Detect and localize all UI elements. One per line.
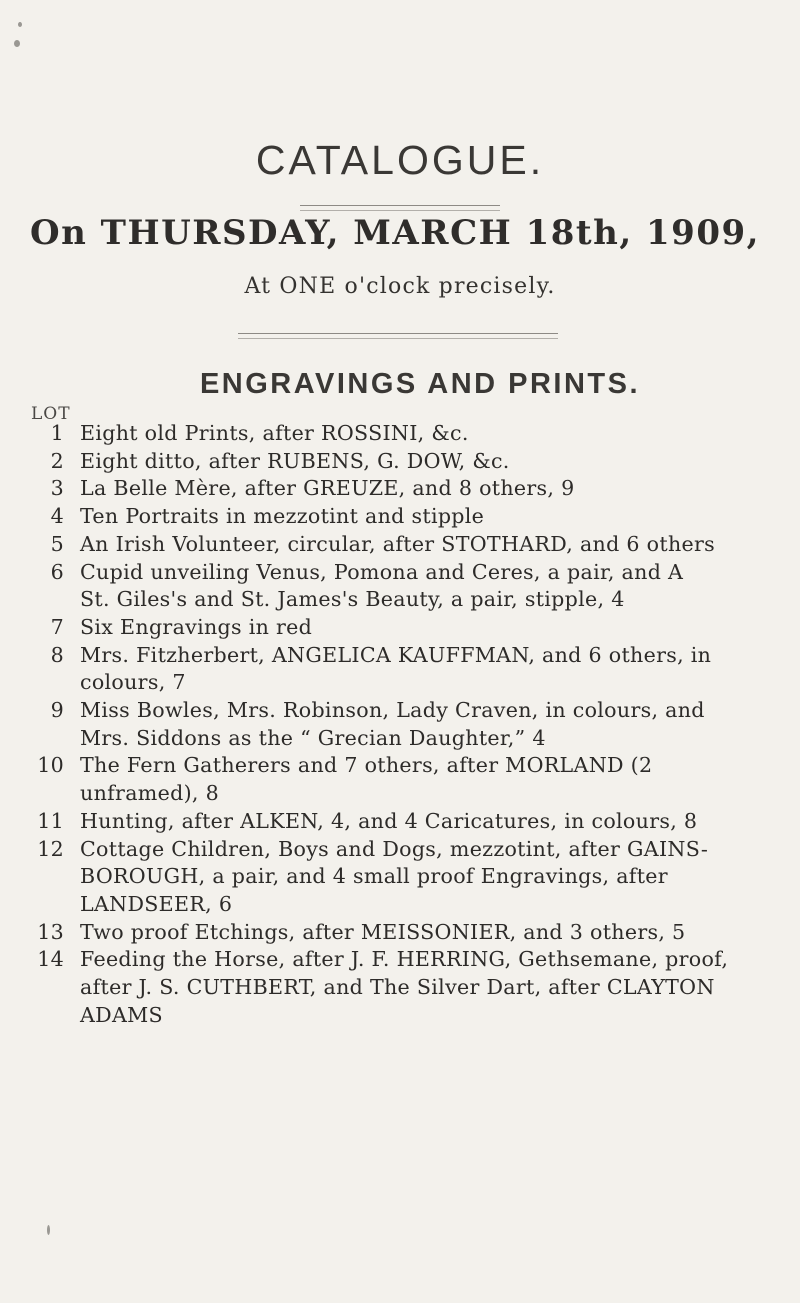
lot-description-line: The Fern Gatherers and 7 others, after MORLAND (2 [80, 753, 653, 778]
lot-number: 12 [37, 836, 64, 861]
lot-entry [0, 503, 800, 531]
lot-description-line: unframed), 8 [80, 781, 219, 806]
lot-description-line: Feeding the Horse, after J. F. HERRING, Gethsemane, proof, [80, 947, 729, 972]
lot-description [80, 642, 780, 697]
lot-description [80, 420, 780, 448]
section-heading: ENGRAVINGS AND PRINTS. [199, 368, 641, 400]
lot-entry [0, 642, 800, 697]
sale-time: At ONE o'clock precisely. [244, 274, 556, 299]
time-divider [238, 333, 558, 339]
lot-description [80, 531, 780, 559]
paper-speck [14, 40, 20, 47]
lot-description-line: after J. S. CUTHBERT, and The Silver Dart, after CLAYTON [80, 975, 715, 1000]
lot-description-line: Two proof Etchings, after MEISSONIER, and 3 others, 5 [80, 919, 686, 944]
lot-entry [0, 697, 800, 752]
paper-speck [18, 22, 22, 27]
lot-description-line: St. Giles's and St. James's Beauty, a pair, stipple, 4 [80, 587, 625, 612]
lot-description [80, 614, 780, 642]
lot-number: 5 [50, 531, 64, 556]
lot-entry [0, 614, 800, 642]
lot-number: 6 [50, 559, 64, 584]
lot-entry [0, 559, 800, 614]
lot-number: 2 [50, 448, 64, 473]
lot-description-line: BOROUGH, a pair, and 4 small proof Engravings, after [80, 864, 668, 889]
lot-description-line: Cupid unveiling Venus, Pomona and Ceres, a pair, and A [80, 559, 684, 584]
lot-description-line: Mrs. Siddons as the “ Grecian Daughter,” 4 [80, 725, 546, 750]
lot-number: 1 [50, 421, 64, 445]
lot-entry [0, 946, 800, 1029]
lot-description-line: Eight ditto, after RUBENS, G. DOW, &c. [80, 448, 510, 473]
lot-description [80, 475, 780, 503]
lot-description-line: Miss Bowles, Mrs. Robinson, Lady Craven, in colours, and [80, 698, 705, 723]
lot-description [80, 448, 780, 476]
lot-description [80, 946, 780, 1029]
lot-entry [0, 475, 800, 503]
lot-description-line: Six Engravings in red [80, 614, 313, 639]
lot-description-line: Mrs. Fitzherbert, ANGELICA KAUFFMAN, and 6 others, in [80, 642, 712, 667]
lot-number: 8 [50, 642, 64, 667]
lot-description-line: Hunting, after ALKEN, 4, and 4 Caricatures, in colours, 8 [80, 808, 698, 833]
lot-entry [0, 448, 800, 476]
lot-entry [0, 919, 800, 947]
lot-number: 9 [50, 698, 64, 723]
lot-number: 14 [37, 947, 64, 972]
lot-description-line: An Irish Volunteer, circular, after STOTHARD, and 6 others [80, 531, 716, 556]
lot-entry [0, 836, 800, 919]
lot-description-line: Ten Portraits in mezzotint and stipple [80, 504, 485, 529]
lot-description-line: ADAMS [80, 1002, 163, 1027]
lot-description [80, 919, 780, 947]
lot-number: 13 [37, 919, 64, 944]
title-divider [300, 205, 500, 211]
lot-description [80, 836, 780, 919]
lot-description [80, 752, 780, 807]
lot-description [80, 503, 780, 531]
page-title: CATALOGUE. [255, 137, 545, 183]
lot-description-line: La Belle Mère, after GREUZE, and 8 others, 9 [80, 476, 575, 501]
lot-number: 10 [37, 753, 64, 778]
lot-description [80, 559, 780, 614]
lot-number: 3 [50, 476, 64, 501]
sale-date: On THURSDAY, MARCH 18th, 1909, [30, 213, 760, 253]
lot-column-label: LOT [31, 404, 71, 424]
lot-description [80, 697, 780, 752]
paper-speck [47, 1225, 50, 1235]
lot-number: 7 [50, 614, 64, 639]
lot-entry [0, 531, 800, 559]
lot-entry [0, 752, 800, 807]
lot-description-line: LANDSEER, 6 [80, 891, 233, 916]
lot-number: 4 [50, 504, 64, 529]
lot-list [0, 420, 800, 1029]
lot-description [80, 808, 780, 836]
lot-description-line: colours, 7 [80, 670, 186, 695]
lot-number: 11 [37, 808, 64, 833]
lot-entry [0, 808, 800, 836]
lot-entry [0, 420, 800, 448]
lot-description-line: Cottage Children, Boys and Dogs, mezzotint, after GAINS- [80, 836, 709, 861]
lot-description-line: Eight old Prints, after ROSSINI, &c. [80, 421, 469, 445]
